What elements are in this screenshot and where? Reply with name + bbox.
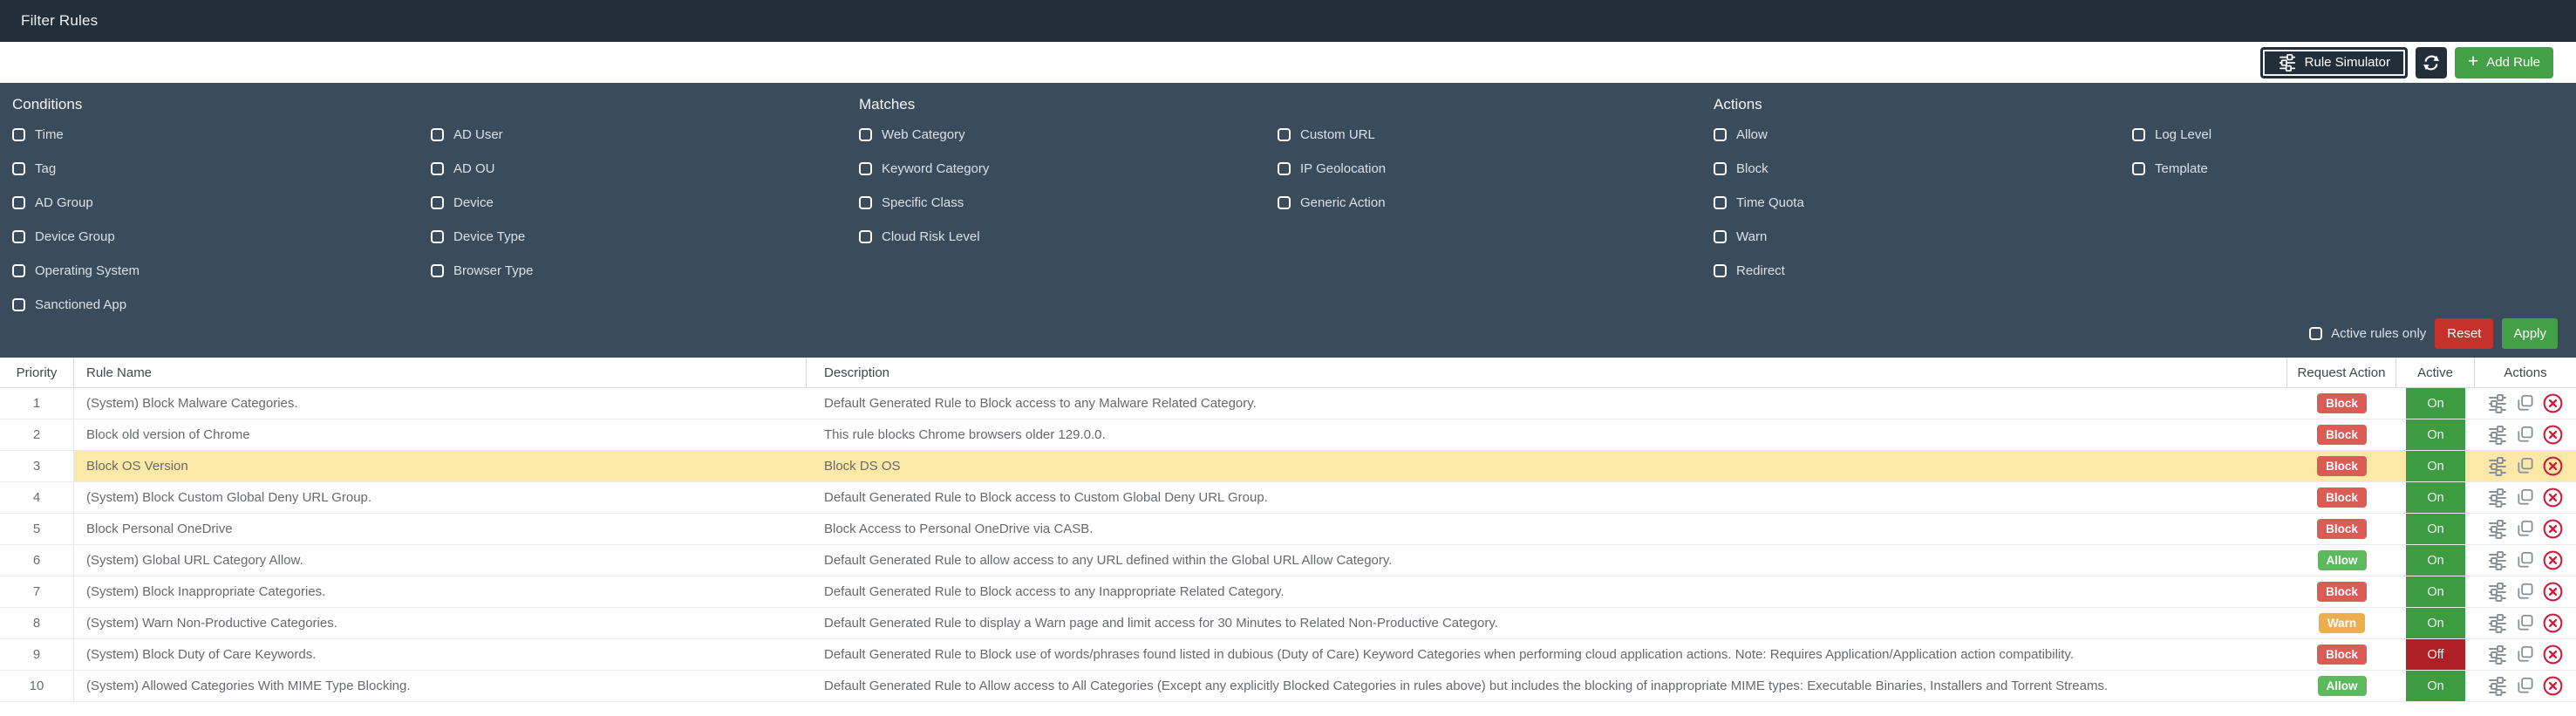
row-actions-cell [2475, 639, 2576, 670]
filter-option-sanctioned-app[interactable] [12, 288, 431, 322]
checkbox-icon[interactable] [859, 128, 872, 141]
checkbox-label: Log Level [2155, 127, 2212, 142]
checkbox-label: Template [2155, 161, 2208, 176]
checkbox-label: Specific Class [882, 195, 964, 210]
table-row[interactable] [0, 451, 2576, 482]
page-title: Filter Rules [21, 12, 99, 29]
filter-option-keyword-category[interactable] [859, 152, 1278, 186]
rule-name-cell: Block Personal OneDrive [86, 522, 233, 536]
checkbox-icon[interactable] [1714, 230, 1727, 243]
delete-circle-x-icon[interactable] [2542, 392, 2564, 414]
column-header-request-action: Request Action [2287, 358, 2396, 387]
copy-icon[interactable] [2515, 644, 2535, 665]
request-action-cell [2287, 388, 2396, 419]
active-toggle[interactable]: On [2406, 451, 2465, 481]
section-column [1714, 118, 2132, 288]
request-action-cell [2287, 576, 2396, 607]
sliders-icon[interactable] [2487, 582, 2508, 603]
request-action-badge: Block [2317, 393, 2367, 413]
checkbox-icon[interactable] [12, 128, 25, 141]
priority-cell: 10 [0, 671, 74, 701]
description-cell: Default Generated Rule to allow access to any URL defined within the Global URL Allow Category. [824, 553, 1393, 568]
filter-option-web-category[interactable] [859, 118, 1278, 152]
checkbox-label: Block [1736, 161, 1768, 176]
row-actions-cell [2475, 482, 2576, 513]
delete-circle-x-icon[interactable] [2542, 424, 2564, 446]
column-header-priority: Priority [0, 358, 74, 387]
checkbox-label: IP Geolocation [1300, 161, 1387, 176]
description-cell: Block DS OS [807, 451, 2287, 481]
active-cell [2396, 671, 2475, 701]
table-row[interactable] [0, 576, 2576, 608]
filter-option-time[interactable] [12, 118, 431, 152]
checkbox-label: Custom URL [1300, 127, 1375, 142]
checkbox-icon[interactable] [431, 128, 444, 141]
checkbox-icon[interactable] [431, 162, 444, 175]
active-cell [2396, 388, 2475, 419]
sliders-icon[interactable] [2487, 644, 2508, 665]
active-toggle[interactable]: On [2406, 608, 2465, 638]
sliders-icon[interactable] [2487, 676, 2508, 697]
table-row[interactable] [0, 639, 2576, 671]
checkbox-label: Warn [1736, 229, 1768, 244]
active-cell [2396, 545, 2475, 576]
rule-simulator-label: Rule Simulator [2304, 55, 2391, 70]
active-toggle[interactable]: On [2406, 576, 2465, 607]
active-toggle[interactable]: On [2406, 671, 2465, 701]
section-columns [12, 118, 533, 322]
request-action-cell [2287, 608, 2396, 638]
active-cell [2396, 451, 2475, 481]
plus-icon: + [2468, 51, 2479, 72]
checkbox-icon[interactable] [431, 230, 444, 243]
copy-icon[interactable] [2515, 582, 2535, 602]
section-title: Conditions [12, 96, 83, 113]
description-cell: Block Access to Personal OneDrive via CASB. [824, 522, 1094, 536]
checkbox-label: AD Group [35, 195, 93, 210]
filter-option-ad-user[interactable] [431, 118, 533, 152]
request-action-badge: Allow [2318, 676, 2367, 696]
table-row[interactable] [0, 514, 2576, 545]
checkbox-label: Device Group [35, 229, 115, 244]
add-rule-label: Add Rule [2486, 55, 2540, 70]
description-cell: Default Generated Rule to Block access to any Inappropriate Related Category. [824, 584, 1285, 599]
row-actions-cell [2475, 514, 2576, 544]
copy-icon[interactable] [2515, 676, 2535, 696]
filter-option-ad-ou[interactable] [431, 152, 533, 186]
filter-panel [0, 83, 2576, 358]
row-actions-cell [2475, 388, 2576, 419]
apply-button[interactable]: Apply [2502, 318, 2558, 349]
rule-name-cell: (System) Allowed Categories With MIME Type Blocking. [86, 678, 411, 693]
row-actions-cell [2475, 608, 2576, 638]
request-action-badge: Allow [2318, 550, 2367, 570]
table-row[interactable] [0, 545, 2576, 576]
section-column [431, 118, 533, 322]
copy-icon[interactable] [2515, 613, 2535, 633]
table-row[interactable] [0, 608, 2576, 639]
checkbox-label: AD User [453, 127, 503, 142]
description-cell: Default Generated Rule to display a Warn page and limit access for 30 Minutes to Related Non-Productive Category. [824, 616, 1498, 631]
request-action-cell [2287, 671, 2396, 701]
priority-cell: 3 [0, 451, 74, 481]
delete-circle-x-icon[interactable] [2542, 487, 2564, 508]
request-action-badge: Block [2317, 582, 2367, 602]
request-action-cell [2287, 514, 2396, 544]
priority-cell: 8 [0, 608, 74, 638]
column-header-rule-name: Rule Name [74, 358, 807, 387]
rule-name-cell: (System) Block Malware Categories. [86, 396, 298, 411]
priority-cell: 4 [0, 482, 74, 513]
rule-name-cell: Block OS Version [74, 451, 807, 481]
request-action-cell [2287, 639, 2396, 670]
request-action-cell [2287, 545, 2396, 576]
column-header-active: Active [2396, 358, 2475, 387]
table-row[interactable] [0, 419, 2576, 451]
title-bar [0, 0, 2576, 42]
checkbox-label: AD OU [453, 161, 495, 176]
rule-name-cell: (System) Block Inappropriate Categories. [86, 584, 326, 599]
filter-option-browser-type[interactable] [431, 254, 533, 288]
request-action-cell [2287, 482, 2396, 513]
checkbox-label: Browser Type [453, 263, 534, 278]
filter-option-allow[interactable] [1714, 118, 2132, 152]
rule-name-cell: (System) Block Duty of Care Keywords. [86, 647, 317, 662]
table-row[interactable] [0, 482, 2576, 514]
sliders-icon[interactable] [2487, 393, 2508, 414]
row-actions-cell [2475, 671, 2576, 701]
section-title: Actions [1714, 96, 1762, 113]
checkbox-label: Allow [1736, 127, 1768, 142]
checkbox-icon[interactable] [12, 298, 25, 311]
column-header-actions: Actions [2504, 365, 2547, 380]
filter-section-matches [859, 94, 1386, 254]
rules-table [0, 358, 2576, 702]
column-header-description: Description [807, 358, 2287, 387]
sliders-icon[interactable] [2487, 550, 2508, 571]
checkbox-icon[interactable] [12, 264, 25, 277]
filter-section-conditions [12, 94, 533, 322]
delete-circle-x-icon[interactable] [2542, 675, 2564, 697]
rule-name-cell: Block old version of Chrome [86, 427, 250, 442]
filter-option-log-level[interactable] [2132, 118, 2211, 152]
sliders-icon[interactable] [2487, 488, 2508, 508]
checkbox-label: Device Type [453, 229, 526, 244]
rule-name-cell: (System) Block Custom Global Deny URL Group. [86, 490, 372, 505]
rule-name-cell: (System) Warn Non-Productive Categories. [86, 616, 337, 631]
sliders-icon[interactable] [2487, 425, 2508, 446]
table-header-row [0, 358, 2576, 388]
filter-option-operating-system[interactable] [12, 254, 431, 288]
section-column [1278, 118, 1386, 254]
active-toggle[interactable]: Off [2406, 639, 2465, 670]
filter-footer [2309, 318, 2558, 349]
section-column [2132, 118, 2211, 288]
delete-circle-x-icon[interactable] [2542, 455, 2564, 477]
active-toggle[interactable]: On [2406, 545, 2465, 576]
checkbox-label: Keyword Category [882, 161, 990, 176]
description-cell: Default Generated Rule to Block access to Custom Global Deny URL Group. [824, 490, 1268, 505]
priority-cell: 5 [0, 514, 74, 544]
active-cell [2396, 419, 2475, 450]
filter-option-custom-url[interactable] [1278, 118, 1386, 152]
checkbox-label: Web Category [882, 127, 965, 142]
active-toggle[interactable]: On [2406, 482, 2465, 513]
priority-cell: 7 [0, 576, 74, 607]
reset-button[interactable]: Reset [2435, 318, 2493, 349]
add-rule-button[interactable] [2455, 47, 2553, 78]
request-action-cell [2287, 451, 2396, 481]
checkbox-label: Generic Action [1300, 195, 1386, 210]
active-cell [2396, 639, 2475, 670]
filter-option-template[interactable] [2132, 152, 2211, 186]
delete-circle-x-icon[interactable] [2542, 581, 2564, 603]
table-row[interactable] [0, 671, 2576, 702]
table-body [0, 388, 2576, 702]
section-column [859, 118, 1278, 254]
sliders-icon [2278, 53, 2297, 72]
description-cell: Default Generated Rule to Block access to any Malware Related Category. [824, 396, 1257, 411]
priority-cell: 9 [0, 639, 74, 670]
refresh-icon [2422, 53, 2441, 72]
active-rules-only-label: Active rules only [2331, 326, 2427, 341]
filter-option-time-quota[interactable] [1714, 186, 2132, 220]
delete-circle-x-icon[interactable] [2542, 644, 2564, 665]
section-columns [1714, 118, 2211, 288]
active-cell [2396, 514, 2475, 544]
copy-icon[interactable] [2515, 393, 2535, 413]
checkbox-icon[interactable] [12, 162, 25, 175]
description-cell: Default Generated Rule to Allow access to All Categories (Except any explicitly Blocked Categories in rules above) but includes the blocking of inappropriate MIME types: Executable Binaries, Installers and Torrent Streams. [824, 678, 2109, 693]
filter-option-block[interactable] [1714, 152, 2132, 186]
filter-option-device-group[interactable] [12, 220, 431, 254]
copy-icon[interactable] [2515, 456, 2535, 476]
checkbox-icon[interactable] [859, 196, 872, 209]
active-toggle[interactable]: On [2406, 514, 2465, 544]
section-title: Matches [859, 96, 916, 113]
row-actions-cell [2475, 451, 2576, 481]
checkbox-icon[interactable] [859, 162, 872, 175]
sliders-icon[interactable] [2487, 613, 2508, 634]
checkbox-label: Device [453, 195, 494, 210]
filter-option-device[interactable] [431, 186, 533, 220]
active-cell [2396, 608, 2475, 638]
rule-simulator-button[interactable] [2260, 47, 2408, 78]
delete-circle-x-icon[interactable] [2542, 518, 2564, 540]
checkbox-label: Time Quota [1736, 195, 1804, 210]
filter-section-actions [1714, 94, 2211, 288]
description-cell: Default Generated Rule to Block use of words/phrases found listed in dubious (Duty of Care) Keyword Categories when performing cloud application actions. Note: Requires Application/Application action compatibility. [824, 647, 2074, 662]
copy-icon[interactable] [2515, 519, 2535, 539]
priority-cell: 1 [0, 388, 74, 419]
filter-option-ip-geolocation[interactable] [1278, 152, 1386, 186]
section-column [12, 118, 431, 322]
toolbar [0, 42, 2576, 83]
active-cell [2396, 576, 2475, 607]
checkbox-label: Operating System [35, 263, 140, 278]
filter-option-redirect[interactable] [1714, 254, 2132, 288]
filter-option-specific-class[interactable] [859, 186, 1278, 220]
checkbox-icon[interactable] [1714, 196, 1727, 209]
priority-cell: 2 [0, 419, 74, 450]
checkbox-icon[interactable] [1714, 162, 1727, 175]
request-action-badge: Block [2317, 456, 2367, 476]
active-rules-only-checkbox[interactable] [2309, 318, 2426, 349]
checkbox-label: Redirect [1736, 263, 1785, 278]
filter-option-cloud-risk-level[interactable] [859, 220, 1278, 254]
checkbox-icon[interactable] [1278, 196, 1291, 209]
request-action-badge: Warn [2319, 613, 2365, 633]
table-row[interactable] [0, 388, 2576, 419]
checkbox-label: Sanctioned App [35, 297, 127, 312]
filter-option-warn[interactable] [1714, 220, 2132, 254]
checkbox-icon[interactable] [1278, 162, 1291, 175]
checkbox-icon[interactable] [2132, 128, 2145, 141]
request-action-badge: Block [2317, 425, 2367, 445]
checkbox-icon[interactable] [1714, 264, 1727, 277]
filter-option-tag[interactable] [12, 152, 431, 186]
checkbox-label: Tag [35, 161, 57, 176]
active-toggle[interactable]: On [2406, 388, 2465, 419]
checkbox-icon[interactable] [2309, 327, 2322, 340]
filter-option-ad-group[interactable] [12, 186, 431, 220]
row-actions-cell [2475, 576, 2576, 607]
sliders-icon[interactable] [2487, 456, 2508, 477]
delete-circle-x-icon[interactable] [2542, 612, 2564, 634]
checkbox-icon[interactable] [859, 230, 872, 243]
description-cell: This rule blocks Chrome browsers older 129.0.0. [824, 427, 1106, 442]
copy-icon[interactable] [2515, 550, 2535, 570]
request-action-cell [2287, 419, 2396, 450]
checkbox-label: Time [35, 127, 64, 142]
request-action-badge: Block [2317, 644, 2367, 665]
checkbox-icon[interactable] [1714, 128, 1727, 141]
checkbox-icon[interactable] [431, 196, 444, 209]
checkbox-icon[interactable] [431, 264, 444, 277]
copy-icon[interactable] [2515, 488, 2535, 508]
active-toggle[interactable]: On [2406, 419, 2465, 450]
filter-option-generic-action[interactable] [1278, 186, 1386, 220]
checkbox-icon[interactable] [2132, 162, 2145, 175]
row-actions-cell [2475, 419, 2576, 450]
delete-circle-x-icon[interactable] [2542, 549, 2564, 571]
checkbox-label: Cloud Risk Level [882, 229, 980, 244]
request-action-badge: Block [2317, 519, 2367, 539]
checkbox-icon[interactable] [1278, 128, 1291, 141]
request-action-badge: Block [2317, 488, 2367, 508]
row-actions-cell [2475, 545, 2576, 576]
sliders-icon[interactable] [2487, 519, 2508, 540]
priority-cell: 6 [0, 545, 74, 576]
checkbox-icon[interactable] [12, 196, 25, 209]
section-columns [859, 118, 1386, 254]
copy-icon[interactable] [2515, 425, 2535, 445]
checkbox-icon[interactable] [12, 230, 25, 243]
active-cell [2396, 482, 2475, 513]
refresh-button[interactable] [2416, 47, 2447, 78]
rule-name-cell: (System) Global URL Category Allow. [86, 553, 303, 568]
filter-option-device-type[interactable] [431, 220, 533, 254]
